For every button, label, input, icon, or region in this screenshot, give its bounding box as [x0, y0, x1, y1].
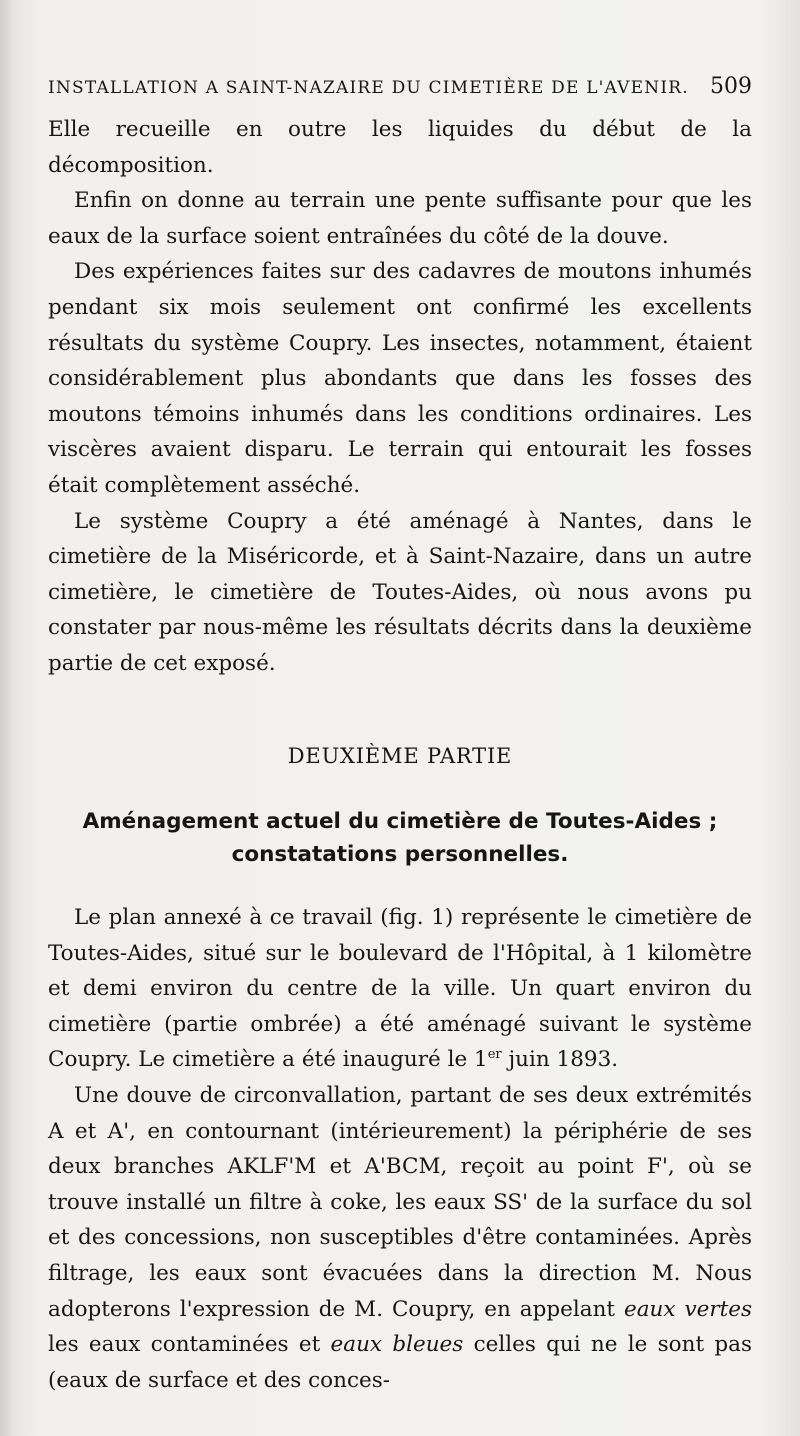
paragraph: Elle recueille en outre les liquides du début de la décomposition.	[48, 117, 752, 178]
superscript: er	[487, 1047, 502, 1063]
paragraph: Le système Coupry a été aménagé à Nantes, dans le cimetière de la Miséricorde, et à Saint-Nazaire, dans un autre cimetière, le cimetière de Toutes-Aides, où nous avons pu constater par nous-même les résultats décrits dans la deuxième partie de cet exposé.	[48, 508, 752, 676]
part-two-text	[48, 900, 752, 1398]
section-subtitle	[48, 805, 752, 871]
paragraph: Des expériences faites sur des cadavres de moutons inhumés pendant six mois seulement ont confirmé les excellents résultats du système Coupry. Les insectes, notamment, étaient considérablement plus abondants que dans les fosses des moutons témoins inhumés dans les conditions ordinaires. Les viscères avaient disparu. Le terrain qui entourait les fosses était complètement asséché.	[48, 259, 752, 498]
text-run: celles qui ne le sont pas (eaux de surface et des conces-	[48, 1332, 752, 1393]
part-one-text	[48, 112, 752, 682]
subtitle-line: constatations personnelles.	[231, 842, 569, 867]
paragraph	[48, 900, 752, 1078]
italic-term: eaux vertes	[624, 1296, 752, 1322]
running-head	[48, 74, 752, 99]
section-heading: DEUXIÈME PARTIE	[287, 744, 513, 768]
italic-term: eaux bleues	[330, 1332, 464, 1358]
text-run: les eaux contaminées et	[48, 1332, 331, 1358]
text-run: Une douve de circonvallation, partant de ses deux extrémités A et A', en contournant (intérieurement) la périphérie de ses deux branches AKLF'M et A'BCM, reçoit au point F', où se trouve installé un filtre à coke, les eaux SS' de la surface du sol et des concessions, non susceptibles d'être contaminées. Après filtrage, les eaux sont évacuées dans la direction M. Nous adopterons l'expression de M. Coupry, en appelant	[48, 1082, 752, 1322]
subtitle-line: Aménagement actuel du cimetière de Toutes-Aides ;	[82, 809, 718, 834]
paragraph: Enfin on donne au terrain une pente suffisante pour que les eaux de la surface soient entraînées du côté de la douve.	[48, 188, 752, 249]
text-run: juin 1893.	[501, 1047, 619, 1073]
text-run: Le plan annexé à ce travail (fig. 1) représente le cimetière de Toutes-Aides, situé sur le boulevard de l'Hôpital, à 1 kilomètre et demi environ du centre de la ville. Un quart environ du cimetière (partie ombrée) a été aménagé suivant le système Coupry. Le cimetière a été inauguré le 1	[48, 905, 752, 1073]
paragraph	[48, 1078, 752, 1398]
running-title: INSTALLATION A SAINT-NAZAIRE DU CIMETIÈRE DE L'AVENIR.	[48, 78, 689, 98]
page-number: 509	[710, 74, 752, 99]
